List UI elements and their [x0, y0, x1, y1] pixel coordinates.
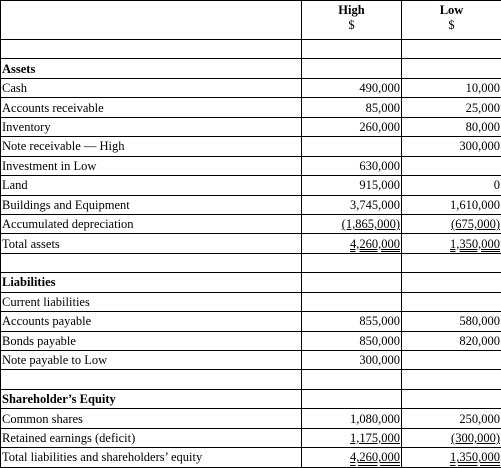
high-value: 260,000 [302, 117, 402, 136]
low-value: 10,000 [402, 78, 501, 97]
total-row [1, 234, 501, 253]
low-value [402, 351, 501, 370]
high-value [302, 370, 402, 389]
low-value [402, 370, 501, 389]
table-row [1, 214, 501, 233]
high-value [302, 253, 402, 272]
low-value [402, 292, 501, 311]
low-total-cell [402, 448, 501, 467]
high-currency: $ [303, 18, 400, 33]
high-total: 4,260,000 [350, 450, 400, 464]
table-row [1, 137, 501, 156]
table-row [1, 195, 501, 214]
table-row [1, 331, 501, 350]
high-value [302, 273, 402, 292]
low-value: 25,000 [402, 98, 501, 117]
high-value: 855,000 [302, 312, 402, 331]
low-total-cell [402, 234, 501, 253]
table-row [1, 409, 501, 428]
high-value [302, 59, 402, 78]
low-value [402, 389, 501, 408]
header-label-cell [1, 1, 302, 40]
section-header-row [1, 273, 501, 292]
total-row [1, 448, 501, 467]
table-row [1, 292, 501, 311]
header-row [1, 1, 501, 40]
high-value-cell [302, 214, 402, 233]
low-value [402, 59, 501, 78]
section-header-row [1, 59, 501, 78]
low-value [402, 156, 501, 175]
high-value [302, 40, 402, 59]
high-value: 915,000 [302, 176, 402, 195]
low-value: 80,000 [402, 117, 501, 136]
high-value [302, 292, 402, 311]
row-label: Total assets [1, 234, 302, 253]
row-label: Cash [1, 78, 302, 97]
row-label: Accounts receivable [1, 98, 302, 117]
section-heading-equity: Shareholder’s Equity [1, 389, 302, 408]
row-label: Bonds payable [1, 331, 302, 350]
row-label: Common shares [1, 409, 302, 428]
low-value [402, 253, 501, 272]
low-value-cell [402, 428, 501, 447]
table-row [1, 117, 501, 136]
low-currency: $ [403, 18, 500, 33]
high-value [302, 389, 402, 408]
table-row [1, 253, 501, 272]
high-total-cell [302, 234, 402, 253]
high-total: 4,260,000 [350, 237, 400, 251]
high-value: 850,000 [302, 331, 402, 350]
row-label: Current liabilities [1, 292, 302, 311]
row-label: Buildings and Equipment [1, 195, 302, 214]
high-value: (1,865,000) [342, 217, 400, 231]
low-total: 1,350,000 [450, 237, 500, 251]
high-total-cell [302, 448, 402, 467]
low-total: 1,350,000 [450, 450, 500, 464]
row-label: Accounts payable [1, 312, 302, 331]
low-value: 0 [402, 176, 501, 195]
table-row [1, 176, 501, 195]
row-label: Note receivable — High [1, 137, 302, 156]
header-high [302, 1, 402, 40]
high-value: 1,080,000 [302, 409, 402, 428]
low-column-title: Low [440, 3, 464, 17]
low-value: 250,000 [402, 409, 501, 428]
row-label [1, 253, 302, 272]
high-value: 300,000 [302, 351, 402, 370]
section-heading-assets: Assets [1, 59, 302, 78]
row-label: Inventory [1, 117, 302, 136]
high-value: 630,000 [302, 156, 402, 175]
row-label [1, 40, 302, 59]
high-value-cell [302, 428, 402, 447]
low-value: 1,610,000 [402, 195, 501, 214]
low-value: 300,000 [402, 137, 501, 156]
table-row [1, 370, 501, 389]
row-label [1, 370, 302, 389]
table-row [1, 351, 501, 370]
low-value: 580,000 [402, 312, 501, 331]
header-low [402, 1, 501, 40]
low-value: 820,000 [402, 331, 501, 350]
row-label: Note payable to Low [1, 351, 302, 370]
low-value: (675,000) [451, 217, 500, 231]
low-value: (300,000) [451, 431, 500, 445]
high-value: 490,000 [302, 78, 402, 97]
table-row [1, 78, 501, 97]
low-value [402, 40, 501, 59]
section-header-row [1, 389, 501, 408]
table-row [1, 98, 501, 117]
table-row [1, 156, 501, 175]
row-label: Total liabilities and shareholders’ equity [1, 448, 302, 467]
low-value [402, 273, 501, 292]
row-label: Investment in Low [1, 156, 302, 175]
high-value: 1,175,000 [350, 431, 400, 445]
table-row [1, 428, 501, 447]
row-label: Retained earnings (deficit) [1, 428, 302, 447]
row-label: Accumulated depreciation [1, 214, 302, 233]
high-column-title: High [338, 3, 364, 17]
high-value: 85,000 [302, 98, 402, 117]
table-row [1, 40, 501, 59]
row-label: Land [1, 176, 302, 195]
high-value: 3,745,000 [302, 195, 402, 214]
table-row [1, 312, 501, 331]
section-heading-liabilities: Liabilities [1, 273, 302, 292]
low-value-cell [402, 214, 501, 233]
high-value [302, 137, 402, 156]
